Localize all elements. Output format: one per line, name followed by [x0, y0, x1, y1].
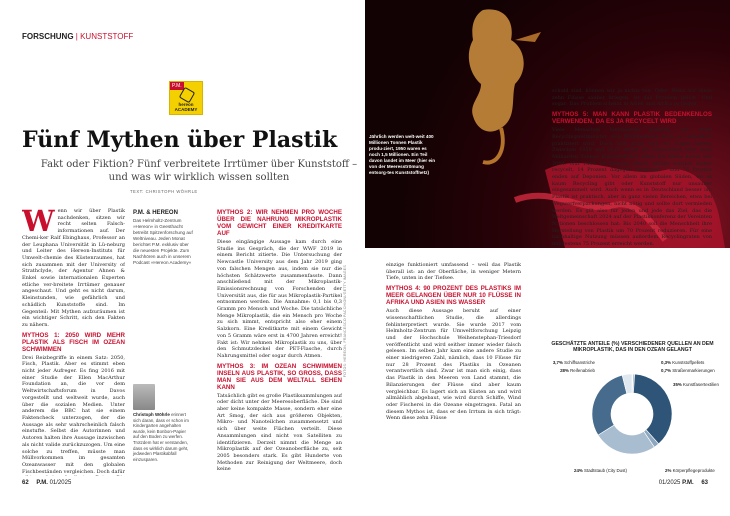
page-number-left: 62 [22, 480, 29, 486]
footer-issue-left: 01/2025 [49, 480, 72, 486]
rubric: FORSCHUNG | KUNSTSTOFF [22, 32, 134, 41]
footer-left [22, 480, 71, 486]
mythos-1-heading: MYTHOS 1: 2050 WIRD MEHR PLASTIK ALS FISCH IM OZEAN SCHWIMMEN [22, 331, 125, 353]
mythos-3-heading: MYTHOS 3: IM OZEAN SCHWIMMEN INSELN AUS PLASTIK, SO GROSS, DASS MAN SIE AUS DEM WELTALL SEHEN KANN [217, 362, 342, 391]
sidebar-title: P.M. & HEREON [133, 210, 178, 216]
intro-text: enn wir über Plastik nachdenken, sitzen wir recht selten Falsch-informationen auf. Der Chemi-ker Ralf Ebinghaus, Professor an der Leuphana Universität in Lü-neburg und Leiter des Hereon-Instituts für Umwelt-chemie des Küstenraumes, hat sich zusammen mit der University of Strathclyde, der Agentur Ahnen & Enkel sowie internationalen Experten etliche ver-breitete Irrtümer genauer angeschaut. Und geht es nicht darum, Kleinstunden, wie gefährlich und schädlich Kunststoffe sind. Im Gegenteil: Mit Mythen aufzuräumen ist ein wichtiger Schritt, sich den Fakten zu nähern. [22, 208, 125, 328]
mythos-2-text: Diese eingängige Aussage kam durch eine Studie ins Gespräch, die der WWF 2019 in einem Bericht zitierte. Die Untersuchung der Newcastle University aus dem Jahr 2019 ging von falschen Mengen aus, indem sie nur die höchsten Schätzwerte zusammenfasste. Dann anschließend mit der Mikroplastik-Emissionsrechnung von Forschenden der Universität aus, die für aus Mikroplastik-Partikel entnommen werden. Die Annahme: 0,1 bis 0,3 Gramm pro Mensch und Woche. Die tatsächliche Menge Mikroplastik, die ein Mensch pro Woche zu sich nimmt, entspricht also eher einem Salzkorn. Eine Kreditkarte mit einem Gewicht von 5 Gramm wäre erst in 4700 Jahren erreicht! Fakt ist: Wir nehmen Mikroplastik zu uns, über den Schmutzdeckel der PET-Flasche, durch Nahrungsmittel oder sogar durch Atmen. [217, 239, 342, 359]
column-4 [386, 262, 521, 476]
pie-slice-kunstfasertextilien [633, 374, 672, 444]
footer-magazine-right: P.M. [682, 480, 694, 486]
mythos-1-text: Drei Reizbegriffe in einem Satz: 2050, Fisch, Plastik. Aber es stimmt eben nicht jeder Aufreger. Es fing 2016 mit einer Studie der Ellen MacArthur Foundation an, die vor dem Weltwirtschaftsforum in Davos vorgestellt und weltweit wurde, auch über die sozialen Medien. Unter anderem die BBC hat sie einem Faktencheck unterzogen, der die Aussage als sehr wahrscheinlich falsch einstufte. Selbst die Autorinnen und Autoren halten ihre Aussage inzwischen als nicht valide zurückzuzogen. Um eine solche zu treffen, müsste man Müllvorkommen im gesamten Ozeanwasser mit den globalen Fischbeständen vergleichen. Doch dafür [22, 354, 125, 475]
article-subtitle: Fakt oder Fiktion? Fünf verbreitete Irrtümer über Kunststoff – und was wir wirklich wissen sollten [40, 159, 358, 183]
mythos-4-heading: MYTHOS 4: 90 PROZENT DES PLASTIKS IM MEER GELANGEN ÜBER NUR 10 FLÜSSE IN AFRIKA UND ASIEN INS WASSER [386, 285, 521, 307]
sidebar-box [133, 210, 193, 266]
author-bio: erinnert sich daran, dass er schon im Kindergarten angehalten wurde, kein Bonbon-Papier auf den Boden zu werfen. Trotzdem hat er verstanden, dass es wirklich darum geht, jedweden Plastikabfall einzusparen. [133, 412, 189, 462]
column-5 [552, 88, 712, 336]
microplastic-donut-chart [545, 356, 720, 475]
section-label: FORSCHUNG [22, 32, 74, 41]
mythos-5-heading: MYTHOS 5: MAN KANN PLASTIK BEDENKENLOS VERWENDEN, DA ES JA RECYCELT WIRD [552, 111, 712, 126]
byline: TEXT: CHRISTOPH WÖHRLE [130, 189, 198, 194]
hereon-academy-logo [169, 81, 203, 115]
pie-label-reifenabrieb: 28% Reifenabrieb [560, 368, 595, 373]
pie-label-kunstfasertextilien: 35% Kunstfasertextilien [673, 382, 719, 387]
footer-right [659, 480, 708, 486]
mythos-5-text: Viele Menschen hierzulande glauben, wir seien Recyclingweltmeister, weil Mülltrennung doch so vorbildlich praktiziert wird. Doch man muss sich vor Augen halten: Zwischen 1950 und 2015 stellte die Menschheit über neun Milliarden Tonnen Kunststoff her, allein die Hälfte davon seit 2004. Nur rund 10 Prozent dieses Abfalls wurden bisher recycelt, 14 Prozent dagegen verbrannt – und 76 Prozent enden auf Deponien. Vor allem im globalen Süden, wo es kaum Recycling gibt oder Kunststoff nur unsauber eingesammelt wird. Auch wenn es in Deutschland besser ist: Plastik ist praktisch, aber in ganz vielen Bereichen, etwa bei Wegwerfverpackungen, nicht nötig und sollte dort vermieden werden. Es gilt also für jeden und jede das Ziel, das die Weltgemeinschaft 2024 auf der Plastikkonferenz der Vereinten Nationen beschlossen hat: Bis 2040 soll die Menschheit ihre Herstellung von Plastik um 70 Prozent reduzieren. Für eine nachhaltige Nutzung müssen außerdem Recyclingraten von mindestens 75 Prozent erreicht werden. [552, 127, 712, 248]
mythos-3-text: Tatsächlich gibt es große Plastiksammlungen auf oder dicht unter der Meeresoberfläche. Die sind aber keine kompakte Masse, sondern eher eine Art Smog, der sich aus größeren Objekten, Mikro- und Nanoteilchen zusammensetzt und sich über weite Flächen verteilt. Diese Ansammlungen sind nicht von Satelliten zu identifizieren. Derzeit nimmt die Menge an Mikroplastik auf der Ozeanoberfläche zu, seit 2005 besonders stark. Es gibt Hunderte von Methoden zur Reinigung der Weltmeere, doch keine [217, 392, 342, 473]
mythos-2-heading: MYTHOS 2: WIR NEHMEN PRO WOCHE ÜBER DIE NAHRUNG MIKROPLASTIK VOM GEWICHT EINER KREDITKARTE AUF [217, 209, 342, 237]
author-name: Christoph Wöhrle [133, 412, 170, 417]
chart-title: GESCHÄTZTE ANTEILE (%) VERSCHIEDENER QUELLEN AN DEM MIKROPLASTIK, DAS IN DEN OZEAN GELANGT [551, 341, 714, 354]
subsection-label: KUNSTSTOFF [80, 32, 134, 41]
sidebar-text: Das Helmholtz-Zentrum »Hereon« in Geesthacht betreibt Spitzenforschung auf Weltniveau. Jeden Monat berichtet P.M. exklusiv über die neuesten Projekte. Zum Nachhören auch in unserem Podcast »Hereon Academy« [133, 218, 193, 265]
article-title: Fünf Mythen über Plastik [22, 127, 338, 153]
mythos-4-text: Auch diese Aussage beruht auf einer wissenschaftlichen Studie, die allerdings fehlinterpretiert wurde. Sie wurde 2017 vom Helmholtz-Zentrum für Umweltforschung Leipzig und der Hochschule Weihenstephan-Triesdorf veröffentlicht und wird seither immer wieder falsch gelesen. Im selben Jahr kam eine andere Studie zu einer niedrigeren Zahl, nämlich, dass 10 Flüsse für nur 28 Prozent des Plastiks in Ozeanen verantwortlich sind. Zwar ist man sich einig, dass das Plastik in den Meeren von Land stammt, die Bilanzierungen der Flüsse sind aber kaum vergleichbar. Es lagert sich an Küsten an und wird allmählich abgebaut, wie wird durch Schiffe, Wind oder Fischerei in die Ozeane eingetragen. Fatal an diesem Mythos ist, dass er den Irrtum in sich trägt: Wenn diese zehn Flüsse [386, 308, 521, 422]
pie-label-schiffsanstriche: 3,7% Schiffsanstriche [552, 360, 595, 365]
page-number-right: 63 [701, 480, 708, 486]
author-portrait [133, 384, 155, 410]
photo-caption: Jährlich werden welt-weit 400 Millionen Tonnen Plastik produ-ziert, 1950 waren es noch 1,5 Millionen. Ein Teil davon landet im Meer (hier ein von der Meeresströmung entsorg-tes Kunststoffnetz) [369, 134, 436, 175]
photo-credit: FOTOS: HEREON, FRANCESCO PACCHIONI/GETTY IMAGES [343, 265, 347, 378]
logo-pm-badge: P.M. [172, 83, 182, 89]
pie-slice-reifenabrieb [592, 375, 627, 435]
drop-cap: W [22, 208, 55, 238]
footer-magazine-left: P.M. [36, 480, 48, 486]
pie-label-k-rperpflegeprodukte: 2% Körperpflegeprodukte [665, 468, 715, 473]
column-3 [217, 209, 342, 476]
pie-label-stra-enmarkierungen: 0,7% Straßenmarkierungen [661, 368, 715, 373]
footer-issue-right: 01/2025 [658, 480, 681, 486]
column-1 [22, 208, 125, 476]
logo-text: hereon ACADEMY [174, 102, 198, 112]
mythos-3-continued: einzige funktioniert umfassend – weil das Plastik überall ist: an der Oberfläche, in weniger Metern Tiefe, unten in der Tiefsee. [386, 262, 521, 282]
author-caption [133, 412, 193, 462]
pie-label-kunststoffpellets: 0,3% Kunststoffpellets [661, 360, 705, 365]
pie-label-stadtstaub-city-dust: 24% Stadtstaub (City Dust) [574, 468, 627, 473]
mythos-4-continued: schuld sind, können wir ja nichts tun. Oder: Wenn wir diese zehn Flüsse sauber kriegen, ist das Problem gelöst. Und sogar: Das Problem scheint in Asien und Afrika zu liegen. [552, 88, 712, 108]
